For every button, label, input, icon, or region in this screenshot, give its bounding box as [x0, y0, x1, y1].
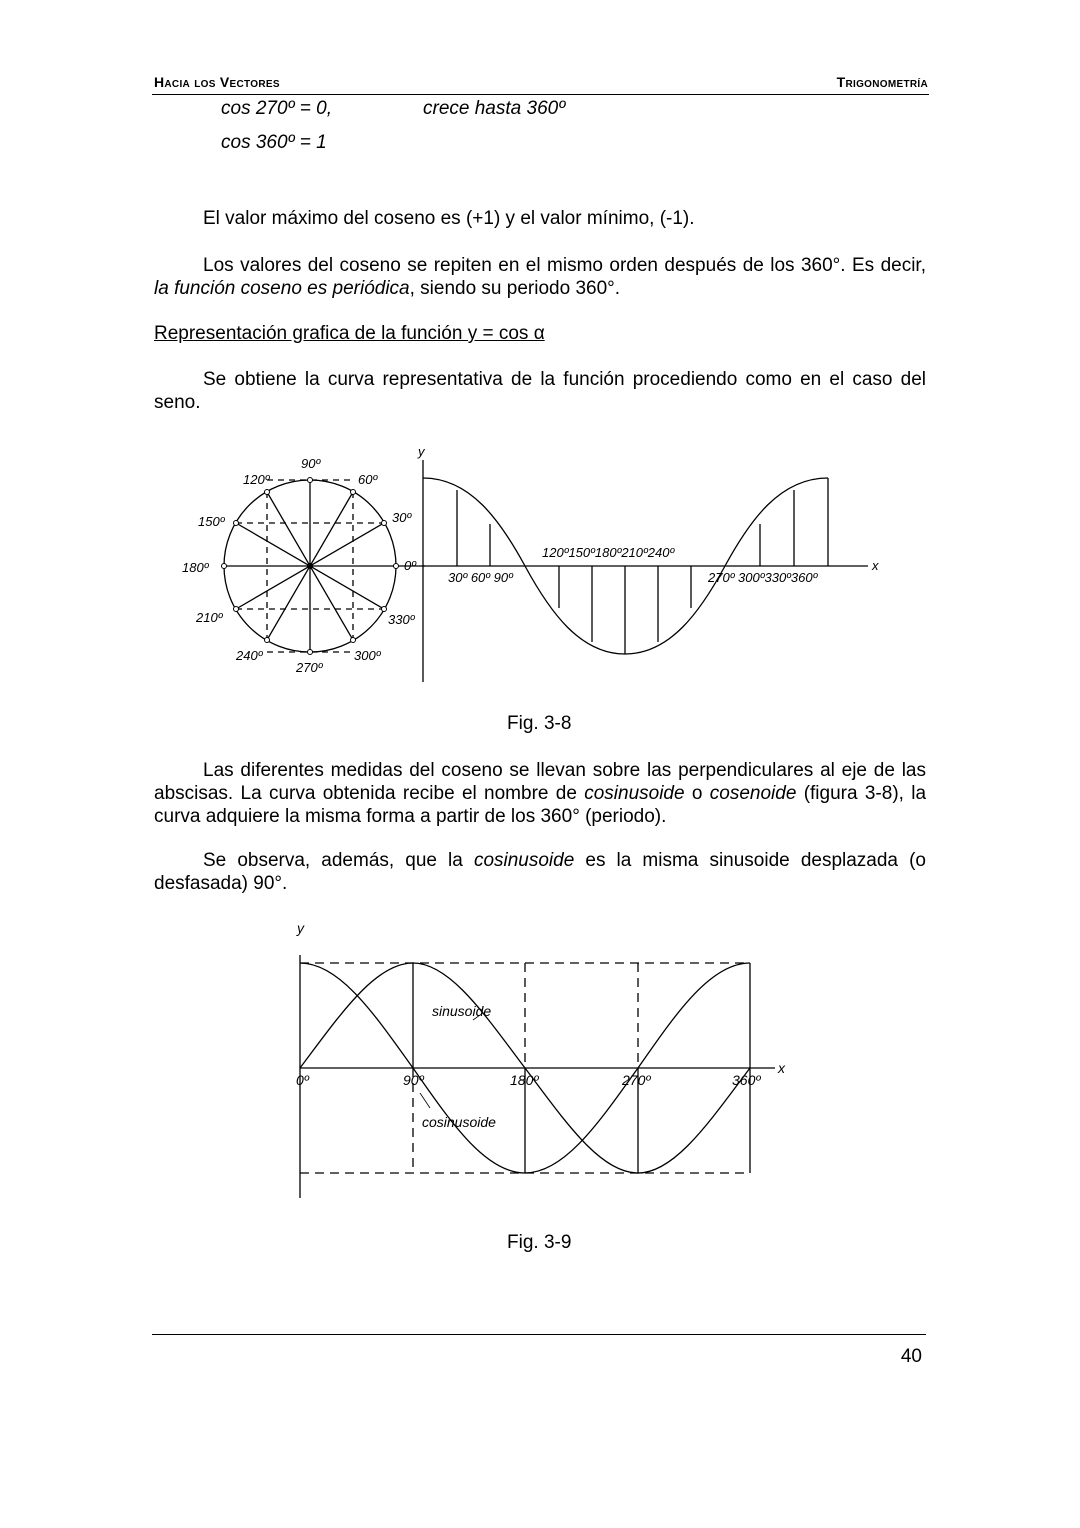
paragraph-desfasada: Se observa, además, que la cosinusoide es la misma sinusoide desplazada (o desfasada) 90°.	[154, 850, 926, 894]
label-120: 120º	[243, 472, 270, 487]
x-axis-label: x	[778, 1060, 785, 1076]
paragraph-periodic: Los valores del coseno se repiten en el mismo orden después de los 360°. Es decir, la función coseno es periódica, siendo su periodo 360°.	[154, 255, 926, 299]
label-150: 150º	[198, 514, 225, 529]
page-number: 40	[900, 1346, 922, 1367]
label-0: 0º	[404, 558, 416, 573]
running-header-right: Trigonometría	[836, 74, 928, 90]
axis-labels-top: 120º150º180º210º240º	[542, 545, 675, 560]
header-rule	[152, 94, 929, 95]
y-axis-label: y	[418, 444, 425, 459]
figure-3-9-caption: Fig. 3-9	[507, 1232, 572, 1253]
axis-labels-left: 30º 60º 90º	[448, 570, 513, 585]
axis-labels-right: 270º 300º330º360º	[708, 570, 818, 585]
label-330: 330º	[388, 612, 415, 627]
figure-3-9	[280, 915, 810, 1205]
tick-0: 0º	[296, 1072, 309, 1088]
paragraph-max-min: El valor máximo del coseno es (+1) y el valor mínimo, (-1).	[203, 208, 695, 229]
tick-360: 360º	[732, 1072, 761, 1088]
figure-3-8	[170, 440, 900, 690]
cosinusoide-label: cosinusoide	[422, 1114, 496, 1130]
section-heading: Representación grafica de la función y = cos α	[154, 323, 545, 344]
running-header-left: Hacia los Vectores	[154, 74, 280, 90]
crece-line: crece hasta 360º	[423, 98, 566, 119]
figure-3-8-caption: Fig. 3-8	[507, 713, 572, 734]
tick-270: 270º	[622, 1072, 651, 1088]
label-60: 60º	[358, 472, 378, 487]
footer-rule	[152, 1334, 926, 1335]
label-240: 240º	[236, 648, 263, 663]
sinusoide-label: sinusoide	[432, 1003, 492, 1019]
label-270: 270º	[296, 660, 323, 675]
label-30: 30º	[392, 510, 412, 525]
cos270-line: cos 270º = 0,	[221, 98, 332, 119]
label-300: 300º	[354, 648, 381, 663]
tick-180: 180º	[510, 1072, 539, 1088]
y-axis-label: y	[297, 920, 304, 936]
label-180: 180º	[182, 560, 209, 575]
tick-90: 90º	[403, 1072, 424, 1088]
paragraph-cosinusoide: Las diferentes medidas del coseno se llevan sobre las perpendiculares al eje de las abscisas. La curva obtenida recibe el nombre de cosinusoide o cosenoide (figura 3-8), la curva adquiere la misma forma a partir de los 360° (periodo).	[154, 760, 927, 827]
label-210: 210º	[196, 610, 223, 625]
cos360-line: cos 360º = 1	[221, 132, 327, 153]
label-90: 90º	[301, 456, 321, 471]
x-axis-label: x	[872, 558, 879, 573]
paragraph-curve: Se obtiene la curva representativa de la función procediendo como en el caso del seno.	[154, 369, 926, 413]
